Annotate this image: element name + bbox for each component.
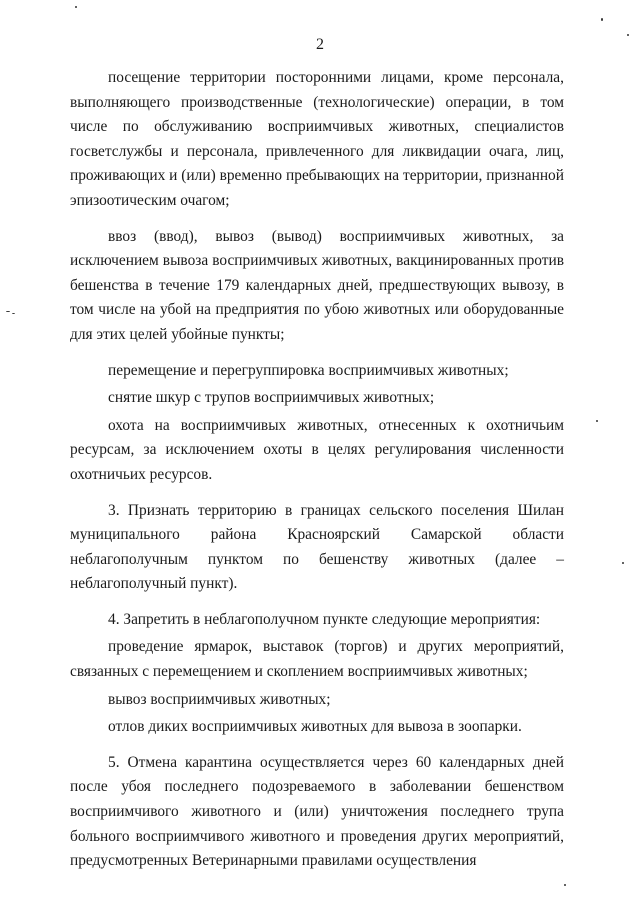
paragraph-export: вывоз восприимчивых животных;	[108, 690, 331, 708]
scan-speck	[627, 34, 629, 36]
scan-speck	[6, 311, 10, 312]
paragraph-import-export: ввоз (ввод), вывоз (вывод) восприимчивых животных, за исключением вывоза восприимчивых животных, вакцинированных против бешенства в течение 179 календарных дней, предшествующих вывозу, в том числе на убой на предприятия по убою животных или оборудованные для этих целей убойные пункты;	[70, 227, 564, 343]
paragraph-item-4: 4. Запретить в неблагополучном пункте следующие мероприятия:	[108, 610, 541, 628]
scan-speck	[596, 420, 598, 422]
paragraph-movement: перемещение и перегруппировка восприимчивых животных;	[108, 361, 509, 379]
paragraph-item-3: 3. Признать территорию в границах сельского поселения Шилан муниципального района Красноярский Самарской области неблагополучным пунктом по бешенству животных (далее – неблагополучный пункт).	[70, 501, 564, 593]
document-body	[70, 66, 564, 874]
scan-speck	[622, 562, 624, 564]
scan-speck	[564, 884, 566, 886]
paragraph-item-5: 5. Отмена карантина осуществляется через 60 календарных дней после убоя последнего подозреваемого в заболевании бешенством восприимчивого животного и (или) уничтожения последнего трупа больного восприимчивого животного и проведения других мероприятий, предусмотренных Ветеринарными правилами осуществления	[70, 753, 564, 870]
scan-speck	[12, 313, 15, 314]
paragraph-capture: отлов диких восприимчивых животных для вывоза в зоопарки.	[108, 718, 522, 736]
paragraph-skins: снятие шкур с трупов восприимчивых животных;	[108, 389, 435, 407]
paragraph-fairs: проведение ярмарок, выставок (торгов) и других мероприятий, связанных с перемещением и скоплением восприимчивых животных;	[70, 638, 564, 681]
paragraph-hunting: охота на восприимчивых животных, отнесенных к охотничьим ресурсам, за исключением охоты в целях регулирования численности охотничьих ресурсов.	[70, 416, 564, 483]
page-number: 2	[316, 36, 324, 53]
scan-speck	[75, 6, 77, 8]
scan-speck	[601, 18, 603, 21]
paragraph-visitors: посещение территории посторонними лицами, кроме персонала, выполняющего производственные (технологические) операции, в том числе по обслуживанию восприимчивых животных, специалистов госветслужбы и персонала, привлеченного для ликвидации очага, лиц, проживающих и (или) временно пребывающих на территории, признанной эпизоотическим очагом;	[70, 69, 564, 209]
